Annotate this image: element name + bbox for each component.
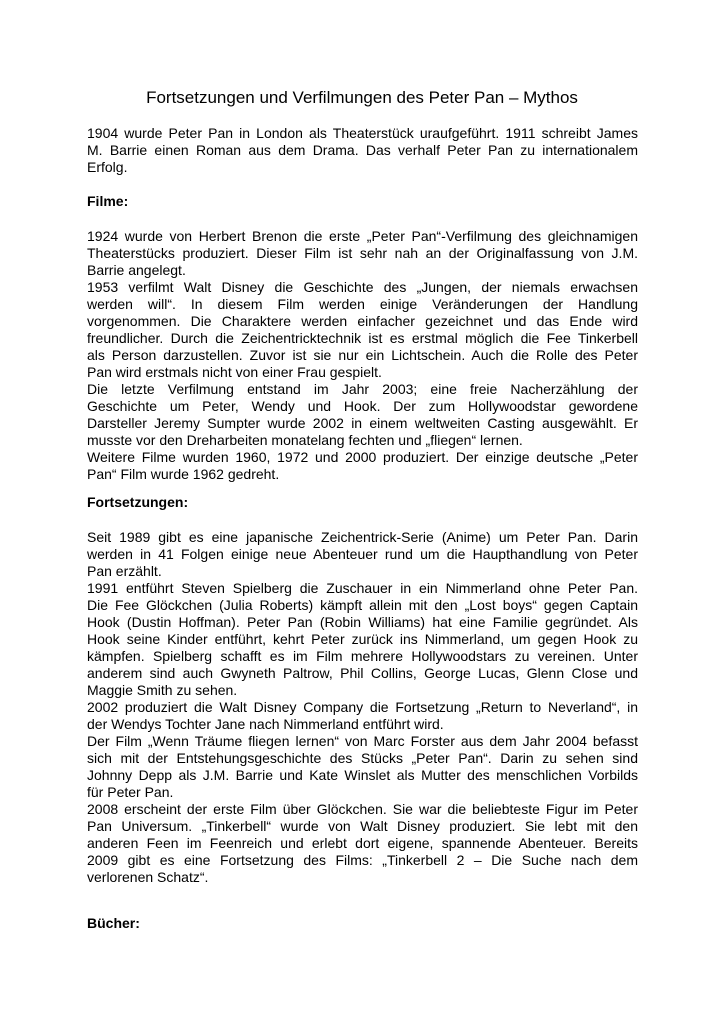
paragraph bbox=[87, 279, 638, 381]
text-line: Barrie angelegt. bbox=[87, 262, 186, 278]
paragraph bbox=[87, 580, 638, 699]
paragraph bbox=[87, 801, 638, 886]
text-line: werden in 41 Folgen einige neue Abenteuer rund um die Haupthandlung von Peter bbox=[87, 546, 638, 562]
text-line: Pan erzählt. bbox=[87, 563, 162, 579]
text-line: Hook (Dustin Hoffman). Peter Pan (Robin Williams) hat eine Familie gegründet. Als bbox=[87, 614, 638, 630]
text-line: Johnny Depp als J.M. Barrie und Kate Winslet als Mutter des menschlichen Vorbilds bbox=[87, 767, 638, 783]
section-heading-fortsetzungen: Fortsetzungen: bbox=[87, 494, 189, 510]
fortsetzungen-section-body bbox=[87, 529, 638, 886]
text-line: der Wendys Tochter Jane nach Nimmerland entführt wird. bbox=[87, 716, 444, 732]
text-line: 2008 erscheint der erste Film über Glöckchen. Sie war die beliebteste Figur im Peter bbox=[87, 801, 638, 817]
paragraph bbox=[87, 228, 638, 279]
text-line: werden will“. In diesem Film werden einige Veränderungen der Handlung bbox=[87, 296, 638, 312]
text-line: 1991 entführt Steven Spielberg die Zuschauer in ein Nimmerland ohne Peter Pan. bbox=[87, 580, 638, 596]
text-line: Die letzte Verfilmung entstand im Jahr 2003; eine freie Nacherzählung der bbox=[87, 381, 638, 397]
intro-paragraph bbox=[87, 125, 638, 176]
text-line: Weitere Filme wurden 1960, 1972 und 2000 produziert. Der einzige deutsche „Peter bbox=[87, 449, 638, 465]
text-line: Hook seine Kinder entführt, kehrt Peter zurück ins Nimmerland, um gegen Hook zu bbox=[87, 631, 638, 647]
text-line: kämpfen. Spielberg schafft es im Film mehrere Hollywoodstars zu vereinen. Unter bbox=[87, 648, 638, 664]
section-heading-buecher: Bücher: bbox=[87, 915, 140, 931]
text-line: Theaterstücks produziert. Dieser Film ist sehr nah an der Originalfassung von J.M. bbox=[87, 245, 638, 261]
text-line: Die Fee Glöckchen (Julia Roberts) kämpft allein mit den „Lost boys“ gegen Captain bbox=[87, 597, 638, 613]
text-line: Pan Universum. „Tinkerbell“ wurde von Walt Disney produziert. Sie lebt mit den bbox=[87, 818, 638, 834]
text-line: musste vor den Dreharbeiten monatelang fechten und „fliegen“ lernen. bbox=[87, 432, 523, 448]
text-line: 1924 wurde von Herbert Brenon die erste „Peter Pan“-Verfilmung des gleichnamigen bbox=[87, 228, 638, 244]
text-line: freundlicher. Durch die Zeichentricktechnik ist es erstmal möglich die Fee Tinkerbell bbox=[87, 330, 638, 346]
text-line: für Peter Pan. bbox=[87, 784, 174, 800]
text-line: Der Film „Wenn Träume fliegen lernen“ von Marc Forster aus dem Jahr 2004 befasst bbox=[87, 733, 638, 749]
text-line: Seit 1989 gibt es eine japanische Zeichentrick-Serie (Anime) um Peter Pan. Darin bbox=[87, 529, 638, 545]
text-line: 2009 gibt es eine Fortsetzung des Films: „Tinkerbell 2 – Die Suche nach dem bbox=[87, 852, 638, 868]
text-line: Geschichte um Peter, Wendy und Hook. Der zum Hollywoodstar gewordene bbox=[87, 398, 638, 414]
text-line: Pan“ Film wurde 1962 gedreht. bbox=[87, 466, 280, 482]
text-line: Pan wird erstmals nicht von einer Frau gespielt. bbox=[87, 364, 382, 380]
section-heading-filme: Filme: bbox=[87, 193, 129, 209]
text-line: Erfolg. bbox=[87, 159, 128, 175]
paragraph bbox=[87, 733, 638, 801]
text-line: M. Barrie einen Roman aus dem Drama. Das verhalf Peter Pan zu internationalem bbox=[87, 142, 638, 158]
text-line: 2002 produziert die Walt Disney Company die Fortsetzung „Return to Neverland“, in bbox=[87, 699, 638, 715]
text-line: sich mit der Entstehungsgeschichte des Stücks „Peter Pan“. Darin zu sehen sind bbox=[87, 750, 638, 766]
filme-section-body bbox=[87, 228, 638, 483]
text-line: vorgenommen. Die Charaktere werden einfacher gezeichnet und das Ende wird bbox=[87, 313, 638, 329]
paragraph bbox=[87, 449, 638, 483]
text-line: Darsteller Jeremy Sumpter wurde 2002 in einem weltweiten Casting ausgewählt. Er bbox=[87, 415, 638, 431]
paragraph bbox=[87, 529, 638, 580]
text-line: als Person darzustellen. Zuvor ist sie nur ein Lichtschein. Auch die Rolle des Peter bbox=[87, 347, 638, 363]
document-title: Fortsetzungen und Verfilmungen des Peter Pan – Mythos bbox=[146, 88, 578, 107]
text-line: Maggie Smith zu sehen. bbox=[87, 682, 238, 698]
paragraph bbox=[87, 381, 638, 449]
text-line: 1953 verfilmt Walt Disney die Geschichte des „Jungen, der niemals erwachsen bbox=[87, 279, 638, 295]
text-line: anderen Feen im Feenreich und erlebt dort eigene, spannende Abenteuer. Bereits bbox=[87, 835, 638, 851]
text-line: verlorenen Schatz“. bbox=[87, 869, 209, 885]
paragraph bbox=[87, 699, 638, 733]
text-line: 1904 wurde Peter Pan in London als Theaterstück uraufgeführt. 1911 schreibt James bbox=[87, 125, 638, 141]
text-line: anderem sind auch Gwyneth Paltrow, Phil Collins, George Lucas, Glenn Close und bbox=[87, 665, 638, 681]
